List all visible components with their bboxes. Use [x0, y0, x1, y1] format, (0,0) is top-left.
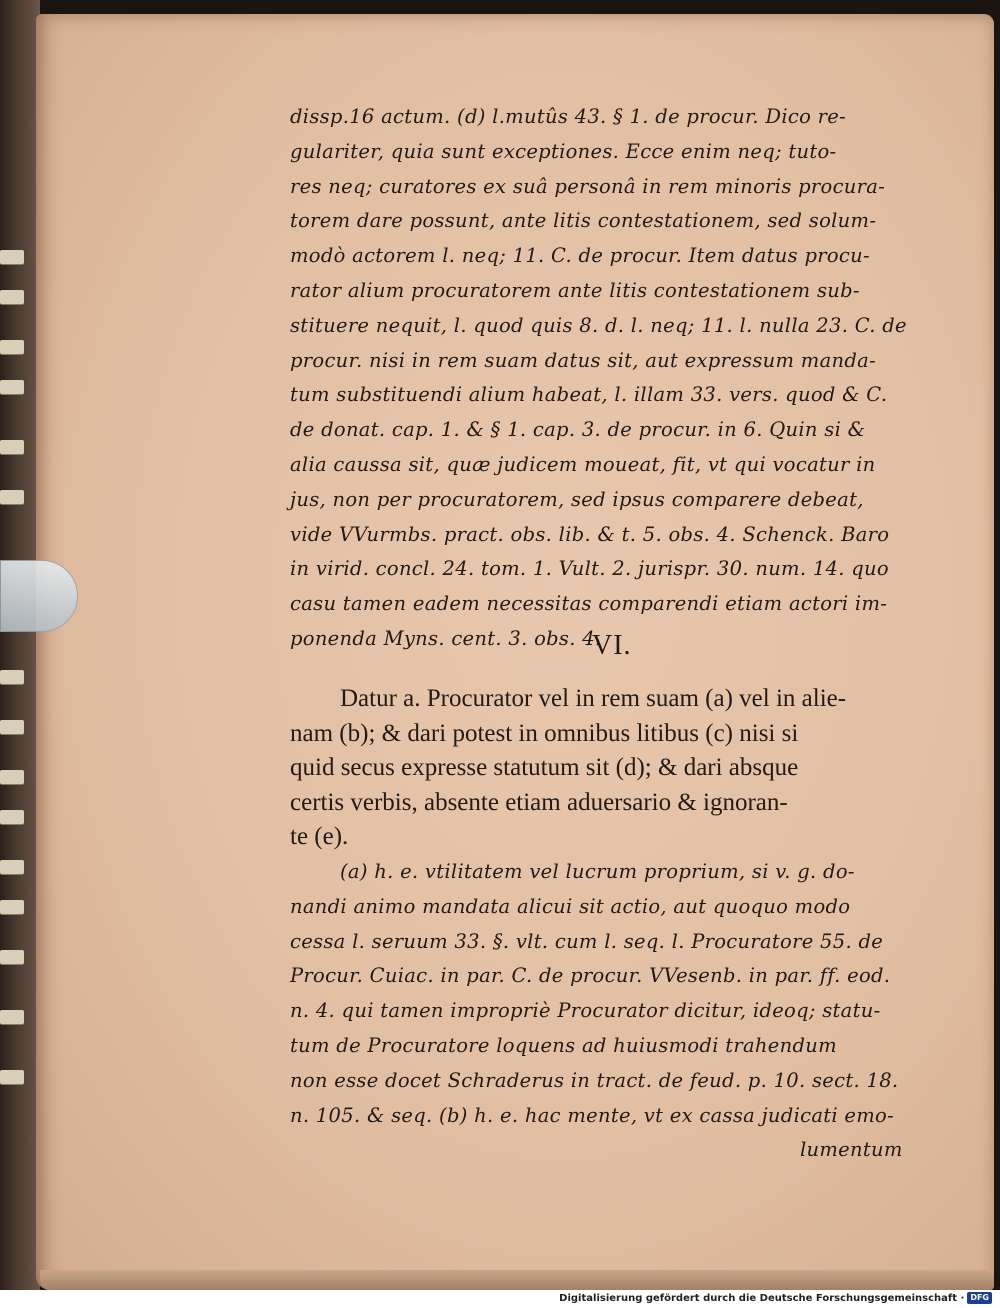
footnote-top	[290, 100, 930, 657]
note-line: res neq; curatores ex suâ personâ in rem minoris procura-	[290, 174, 886, 198]
dfg-logo: DFG	[967, 1292, 992, 1304]
note-line: dissp.16 actum. (d) l.mutûs 43. § 1. de procur. Dico re-	[290, 105, 847, 128]
footnote-bottom	[290, 855, 930, 1168]
note-line: torem dare possunt, ante litis contestationem, sed solum-	[290, 209, 877, 233]
catchword: lumentum	[800, 1138, 903, 1162]
note-line: procur. nisi in rem suam datus sit, aut expressum manda-	[290, 348, 876, 372]
footer-text: Digitalisierung gefördert durch die Deutsche Forschungsgemeinschaft ·	[559, 1293, 965, 1304]
body-line: nam (b); & dari potest in omnibus litibus (c) nisi si	[290, 719, 799, 747]
note-line: vide VVurmbs. pract. obs. lib. & t. 5. obs. 4. Schenck. Baro	[290, 522, 890, 546]
note-line: in virid. concl. 24. tom. 1. Vult. 2. jurispr. 30. num. 14. quo	[290, 557, 889, 581]
page-clip	[0, 560, 78, 632]
note-line: casu tamen eadem necessitas comparendi etiam actori im-	[290, 592, 888, 616]
note-line: jus, non per procuratorem, sed ipsus comparere debeat,	[290, 487, 864, 511]
note-line: nandi animo mandata alicui sit actio, aut quoquo modo	[290, 894, 851, 918]
note-line: non esse docet Schraderus in tract. de feud. p. 10. sect. 18.	[290, 1068, 899, 1092]
section-heading: VI.	[592, 630, 632, 661]
note-line: alia caussa sit, quæ judicem moueat, fit, vt qui vocatur in	[290, 452, 876, 476]
page-bottom-edge	[40, 1270, 994, 1292]
body-line: te (e).	[290, 823, 349, 850]
note-line: ponenda Myns. cent. 3. obs. 4.	[290, 626, 602, 650]
note-line: (a) h. e. vtilitatem vel lucrum proprium, si v. g. do-	[340, 860, 855, 883]
note-line: n. 105. & seq. (b) h. e. hac mente, vt ex cassa judicati emo-	[290, 1103, 894, 1127]
note-line: tum de Procuratore loquens ad huiusmodi trahendum	[290, 1033, 837, 1057]
note-line: modò actorem l. neq; 11. C. de procur. Item datus procu-	[290, 244, 870, 268]
note-line: stituere nequit, l. quod quis 8. d. l. neq; 11. l. nulla 23. C. de	[290, 313, 907, 337]
note-line: de donat. cap. 1. & § 1. cap. 3. de procur. in 6. Quin si &	[290, 418, 866, 442]
note-line: cessa l. seruum 33. §. vlt. cum l. seq. l. Procuratore 55. de	[290, 929, 884, 953]
body-line: certis verbis, absente etiam aduersario & ignoran-	[290, 788, 788, 816]
note-line: n. 4. qui tamen impropriè Procurator dicitur, ideoq; statu-	[290, 999, 881, 1023]
digitization-footer	[0, 1290, 1000, 1308]
note-line: tum substituendi alium habeat, l. illam 33. vers. quod & C.	[290, 383, 888, 407]
body-line: Datur a. Procurator vel in rem suam (a) vel in alie-	[340, 685, 847, 712]
note-line: Procur. Cuiac. in par. C. de procur. VVesenb. in par. ff. eod.	[290, 964, 891, 988]
body-line: quid secus expresse statutum sit (d); & dari absque	[290, 754, 799, 781]
note-line: gulariter, quia sunt exceptiones. Ecce enim neq; tuto-	[290, 139, 837, 163]
page-edge-tabs	[0, 250, 30, 1250]
section-body	[290, 682, 940, 855]
note-line: rator alium procuratorem ante litis contestationem sub-	[290, 278, 860, 302]
